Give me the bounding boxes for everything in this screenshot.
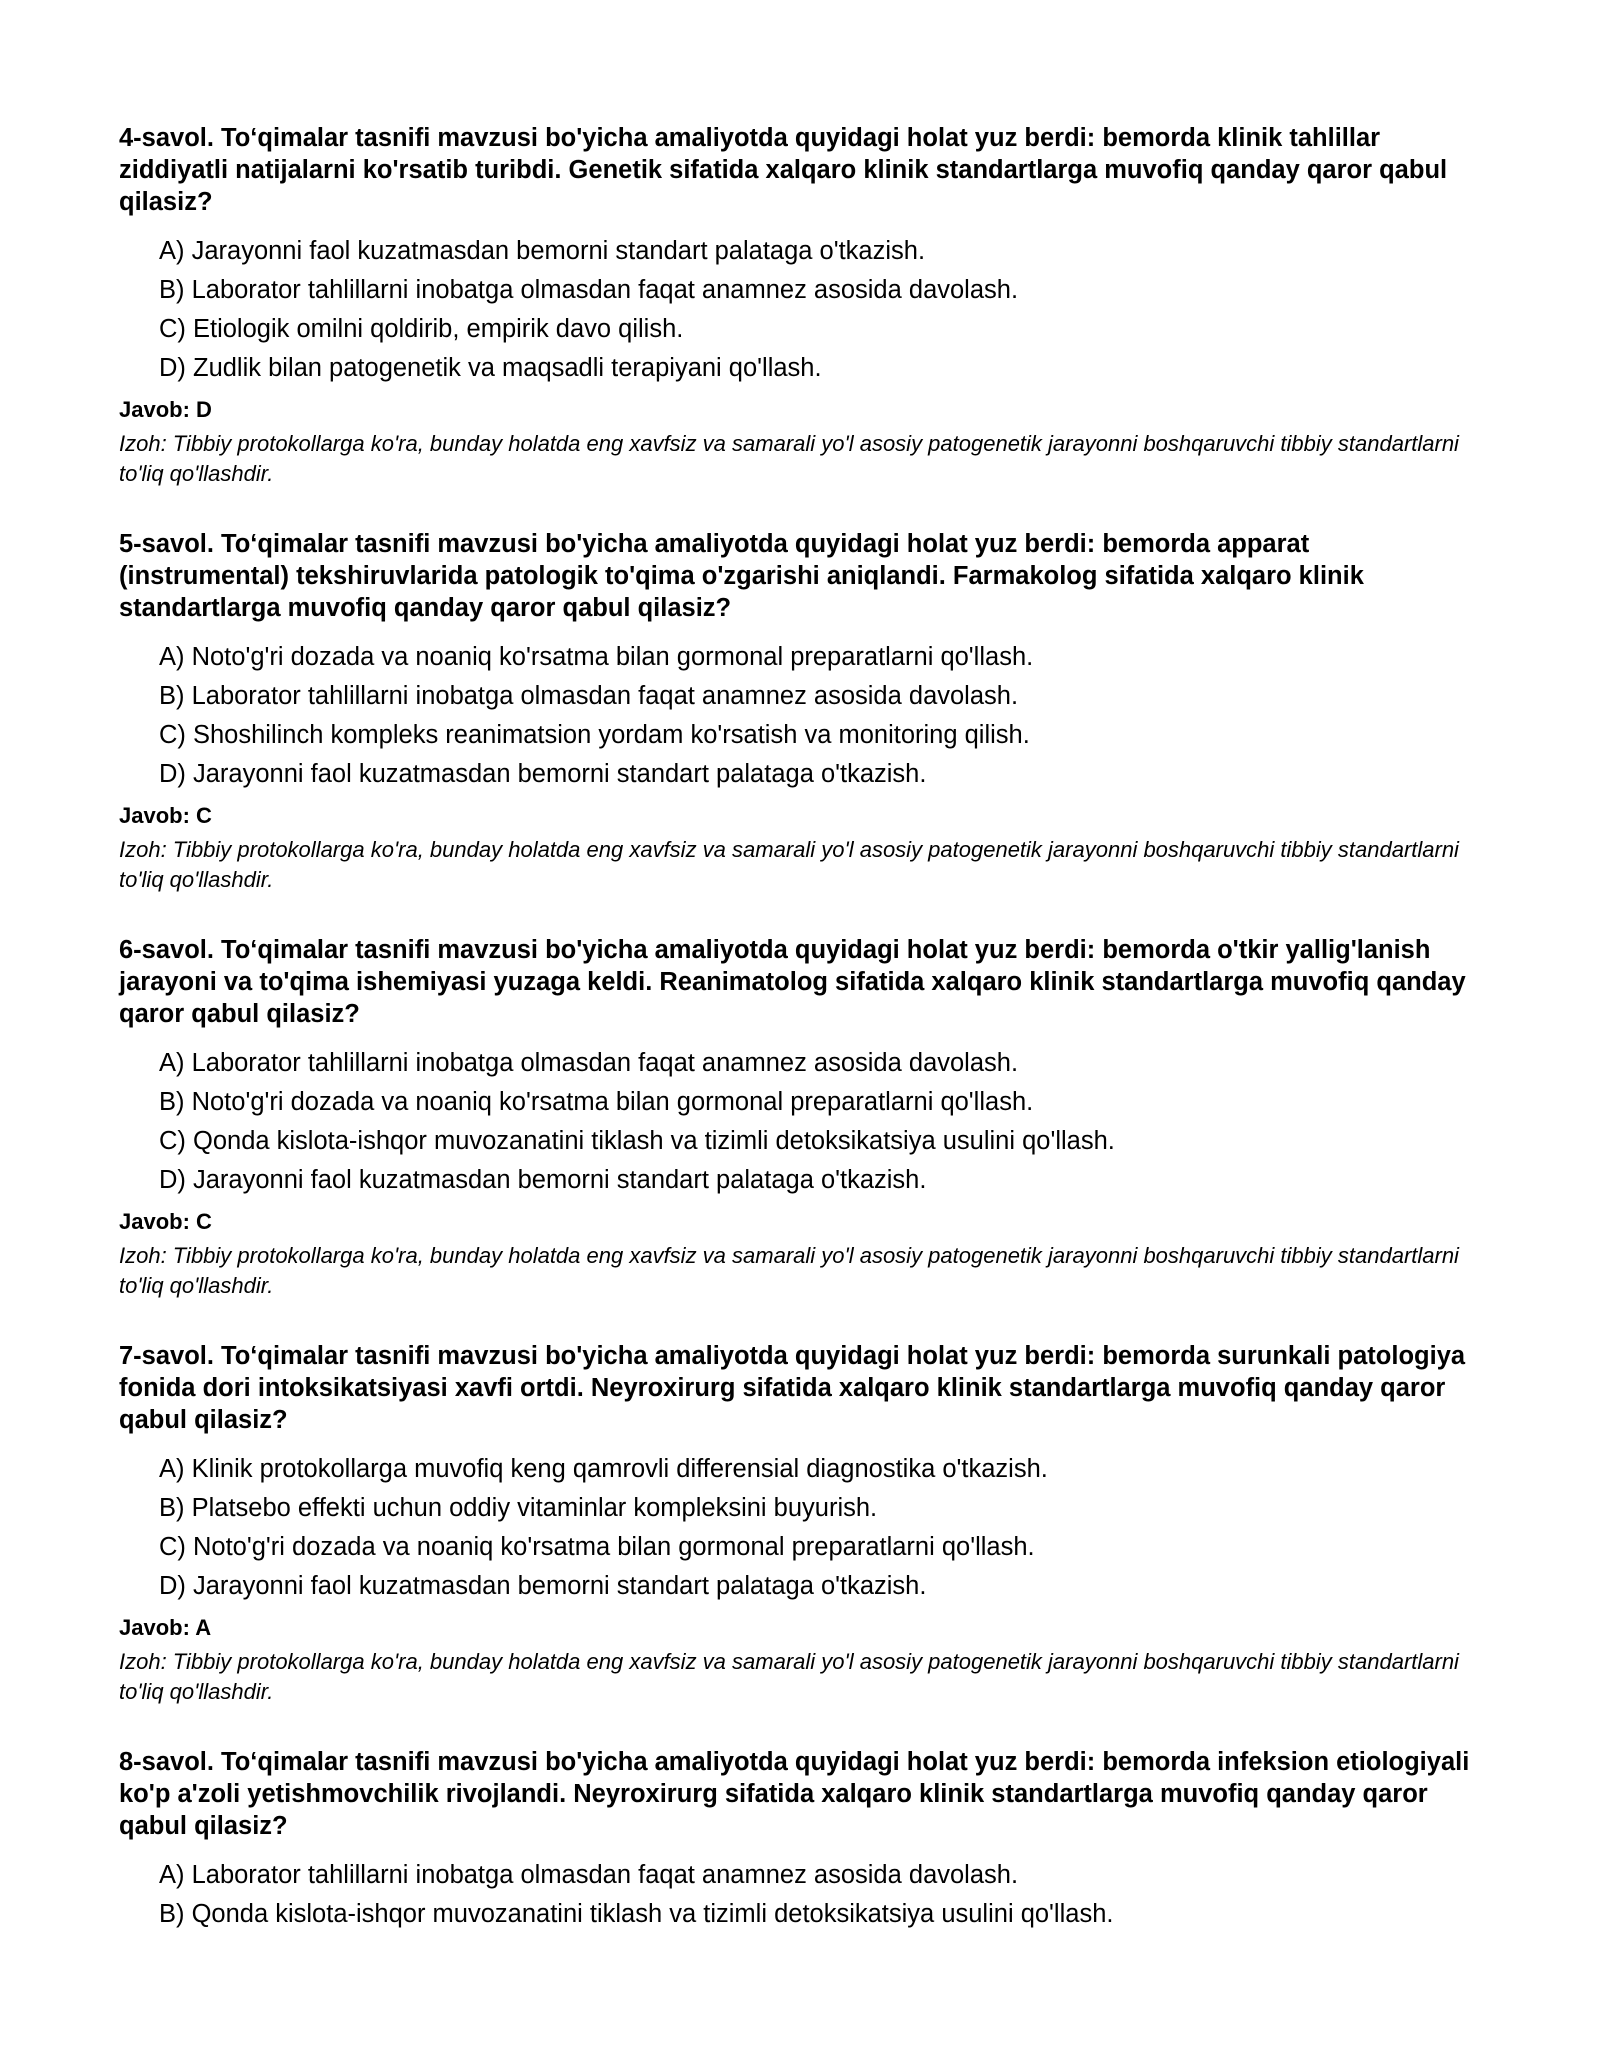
option-c: C) Shoshilinch kompleks reanimatsion yordam ko'rsatish va monitoring qilish. (159, 721, 1030, 749)
option-d: D) Zudlik bilan patogenetik va maqsadli terapiyani qo'llash. (159, 354, 822, 382)
option-a: A) Noto'g'ri dozada va noaniq ko'rsatma bilan gormonal preparatlarni qo'llash. (159, 643, 1034, 671)
option-b: B) Noto'g'ri dozada va noaniq ko'rsatma bilan gormonal preparatlarni qo'llash. (159, 1088, 1034, 1116)
answer-key: Javob: A (119, 1615, 212, 1640)
option-b: B) Platsebo effekti uchun oddiy vitaminlar kompleksini buyurish. (159, 1494, 878, 1522)
option-c: C) Qonda kislota-ishqor muvozanatini tiklash va tizimli detoksikatsiya usulini qo'llash. (159, 1127, 1115, 1155)
answer-options (119, 1044, 1481, 1200)
option-b: B) Qonda kislota-ishqor muvozanatini tiklash va tizimli detoksikatsiya usulini qo'llash. (159, 1900, 1114, 1928)
question-title: 7-savol. To‘qimalar tasnifi mavzusi bo'yicha amaliyotda quyidagi holat yuz berdi: bemorda surunkali patologiya fonida dori intoksikatsiyasi xavfi ortdi. Neyroxirurg sifatida xalqaro klinik standartlarga muvofiq qanday qaror qabul qilasiz? (119, 1342, 1466, 1434)
option-b: B) Laborator tahlillarni inobatga olmasdan faqat anamnez asosida davolash. (159, 682, 1019, 710)
question-4 (119, 122, 1481, 489)
explanation-note: Izoh: Tibbiy protokollarga ko'ra, bunday holatda eng xavfsiz va samarali yo'l asosiy patogenetik jarayonni boshqaruvchi tibbiy standartlarni to'liq qo'llashdir. (119, 431, 1459, 486)
document-page (119, 122, 1481, 1973)
option-c: C) Noto'g'ri dozada va noaniq ko'rsatma bilan gormonal preparatlarni qo'llash. (159, 1533, 1035, 1561)
answer-options (119, 232, 1481, 388)
option-b: B) Laborator tahlillarni inobatga olmasdan faqat anamnez asosida davolash. (159, 276, 1019, 304)
option-a: A) Laborator tahlillarni inobatga olmasdan faqat anamnez asosida davolash. (159, 1049, 1019, 1077)
question-title: 8-savol. To‘qimalar tasnifi mavzusi bo'yicha amaliyotda quyidagi holat yuz berdi: bemorda infeksion etiologiyali ko'p a'zoli yetishmovchilik rivojlandi. Neyroxirurg sifatida xalqaro klinik standartlarga muvofiq qanday qaror qabul qilasiz? (119, 1748, 1470, 1840)
question-7 (119, 1340, 1481, 1707)
option-d: D) Jarayonni faol kuzatmasdan bemorni standart palataga o'tkazish. (159, 1572, 927, 1600)
option-d: D) Jarayonni faol kuzatmasdan bemorni standart palataga o'tkazish. (159, 760, 927, 788)
answer-options (119, 1856, 1481, 1934)
question-6 (119, 934, 1481, 1301)
answer-key: Javob: C (119, 1209, 212, 1234)
question-title: 5-savol. To‘qimalar tasnifi mavzusi bo'yicha amaliyotda quyidagi holat yuz berdi: bemorda apparat (instrumental) tekshiruvlarida patologik to'qima o'zgarishi aniqlandi. Farmakolog sifatida xalqaro klinik standartlarga muvofiq qanday qaror qabul qilasiz? (119, 530, 1364, 622)
question-5 (119, 528, 1481, 895)
answer-options (119, 638, 1481, 794)
option-a: A) Laborator tahlillarni inobatga olmasdan faqat anamnez asosida davolash. (159, 1861, 1019, 1889)
answer-key: Javob: C (119, 803, 212, 828)
option-c: C) Etiologik omilni qoldirib, empirik davo qilish. (159, 315, 684, 343)
option-d: D) Jarayonni faol kuzatmasdan bemorni standart palataga o'tkazish. (159, 1166, 927, 1194)
option-a: A) Klinik protokollarga muvofiq keng qamrovli differensial diagnostika o'tkazish. (159, 1455, 1048, 1483)
explanation-note: Izoh: Tibbiy protokollarga ko'ra, bunday holatda eng xavfsiz va samarali yo'l asosiy patogenetik jarayonni boshqaruvchi tibbiy standartlarni to'liq qo'llashdir. (119, 837, 1459, 892)
explanation-note: Izoh: Tibbiy protokollarga ko'ra, bunday holatda eng xavfsiz va samarali yo'l asosiy patogenetik jarayonni boshqaruvchi tibbiy standartlarni to'liq qo'llashdir. (119, 1243, 1459, 1298)
question-title: 4-savol. To‘qimalar tasnifi mavzusi bo'yicha amaliyotda quyidagi holat yuz berdi: bemorda klinik tahlillar ziddiyatli natijalarni ko'rsatib turibdi. Genetik sifatida xalqaro klinik standartlarga muvofiq qanday qaror qabul qilasiz? (119, 124, 1448, 216)
question-title: 6-savol. To‘qimalar tasnifi mavzusi bo'yicha amaliyotda quyidagi holat yuz berdi: bemorda o'tkir yallig'lanish jarayoni va to'qima ishemiyasi yuzaga keldi. Reanimatolog sifatida xalqaro klinik standartlarga muvofiq qanday qaror qabul qilasiz? (119, 936, 1466, 1028)
question-8 (119, 1746, 1481, 1934)
answer-key: Javob: D (119, 397, 212, 422)
explanation-note: Izoh: Tibbiy protokollarga ko'ra, bunday holatda eng xavfsiz va samarali yo'l asosiy patogenetik jarayonni boshqaruvchi tibbiy standartlarni to'liq qo'llashdir. (119, 1649, 1459, 1704)
answer-options (119, 1450, 1481, 1606)
option-a: A) Jarayonni faol kuzatmasdan bemorni standart palataga o'tkazish. (159, 237, 926, 265)
